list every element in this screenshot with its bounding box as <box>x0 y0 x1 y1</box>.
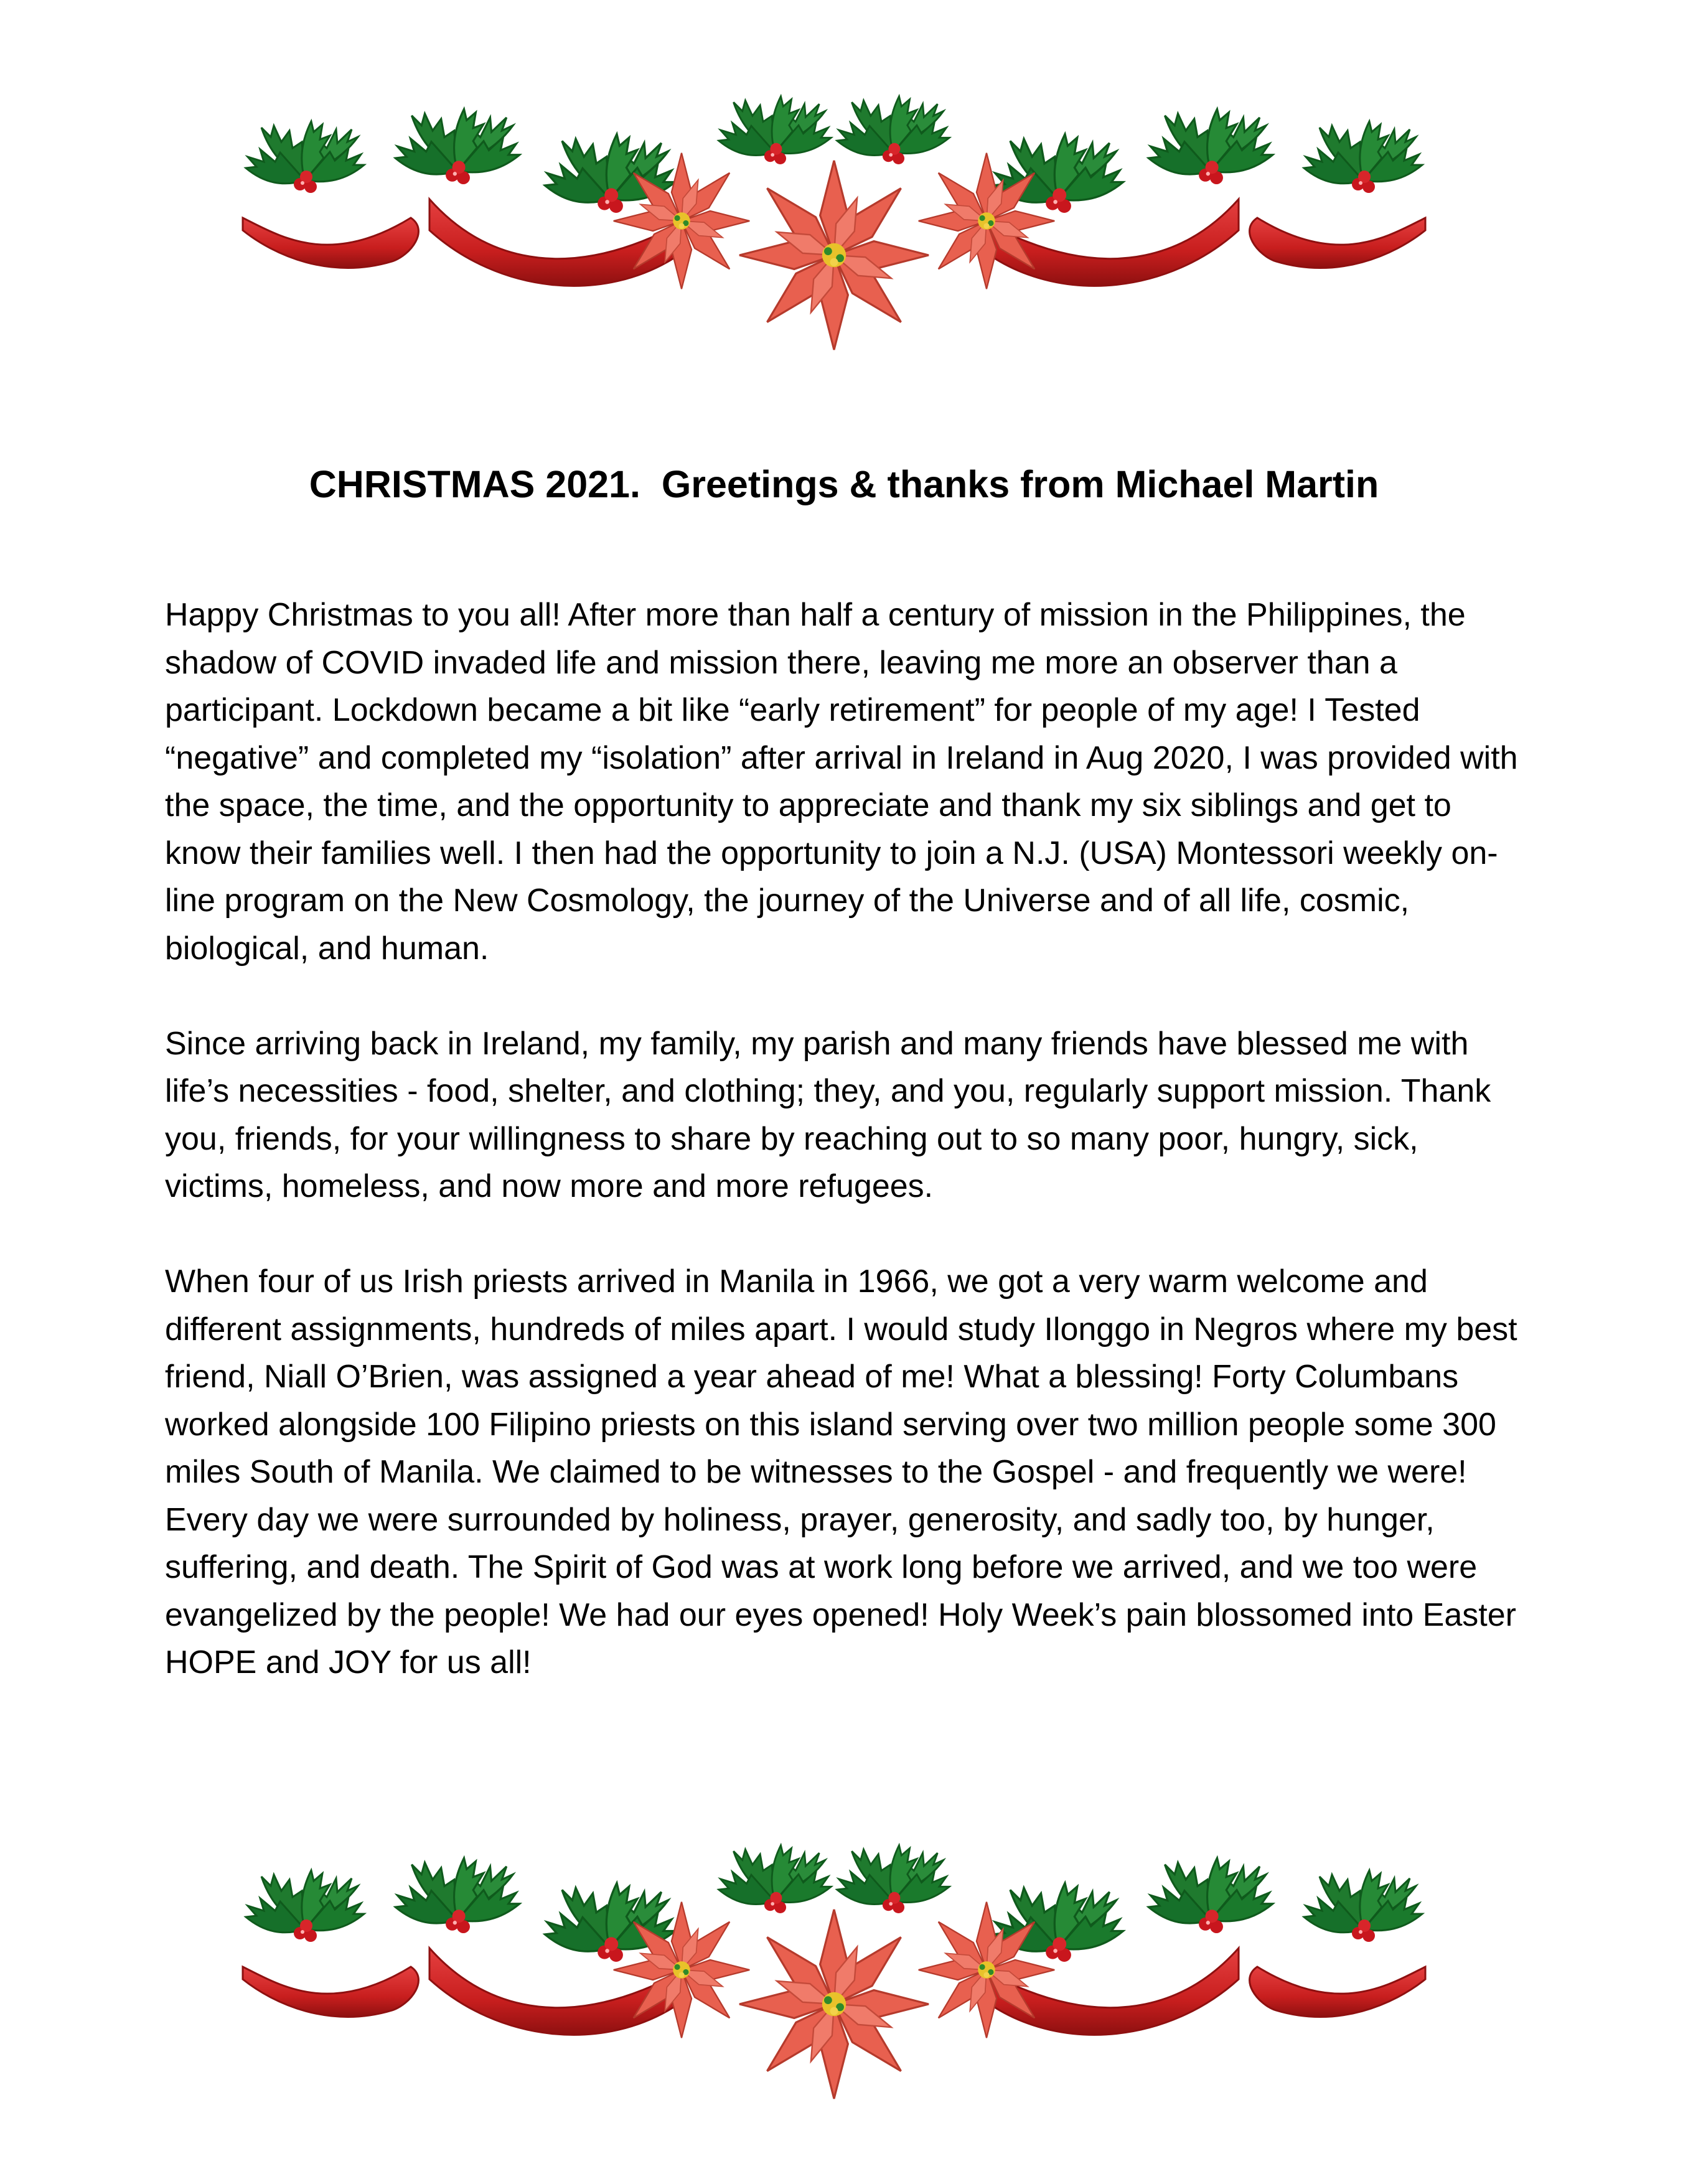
top-garland-illustration <box>205 93 1463 367</box>
bottom-garland-illustration <box>205 1842 1463 2116</box>
letter-body <box>165 591 1534 1734</box>
letter-title: CHRISTMAS 2021. Greetings & thanks from Michael Martin <box>309 463 1379 505</box>
garland-image <box>205 1842 1463 2116</box>
paragraph-1: Happy Christmas to you all! After more than half a century of mission in the Philippines, the shadow of COVID invaded life and mission there, leaving me more an observer than a participant. Lockdown became a bit like “early retirement” for people of my age! I Tested “negative” and completed my “isolation” after arrival in Ireland in Aug 2020, I was provided with the space, the time, and the opportunity to appreciate and thank my six siblings and get to know their families well. I then had the opportunity to join a N.J. (USA) Montessori weekly on-line program on the New Cosmology, the journey of the Universe and of all life, cosmic, biological, and human. <box>165 597 1518 967</box>
garland-image <box>205 93 1463 367</box>
paragraph-3: When four of us Irish priests arrived in Manila in 1966, we got a very warm welcome and different assignments, hundreds of miles apart. I would study Ilonggo in Negros where my best friend, Niall O’Brien, was assigned a year ahead of me! What a blessing! Forty Columbans worked alongside 100 Filipino priests on this island serving over two million people some 300 miles South of Manila. We claimed to be witnesses to the Gospel - and frequently we were! Every day we were surrounded by holiness, prayer, generosity, and sadly too, by hunger, suffering, and death. The Spirit of God was at work long before we arrived, and we too were evangelized by the people! We had our eyes opened! Holy Week’s pain blossomed into Easter HOPE and JOY for us all! <box>165 1263 1517 1680</box>
paragraph-2: Since arriving back in Ireland, my family, my parish and many friends have blessed me with life’s necessities - food, shelter, and clothing; they, and you, regularly support mission. Thank you, friends, for your willingness to share by reaching out to so many poor, hungry, sick, victims, homeless, and now more and more refugees. <box>165 1025 1491 1204</box>
